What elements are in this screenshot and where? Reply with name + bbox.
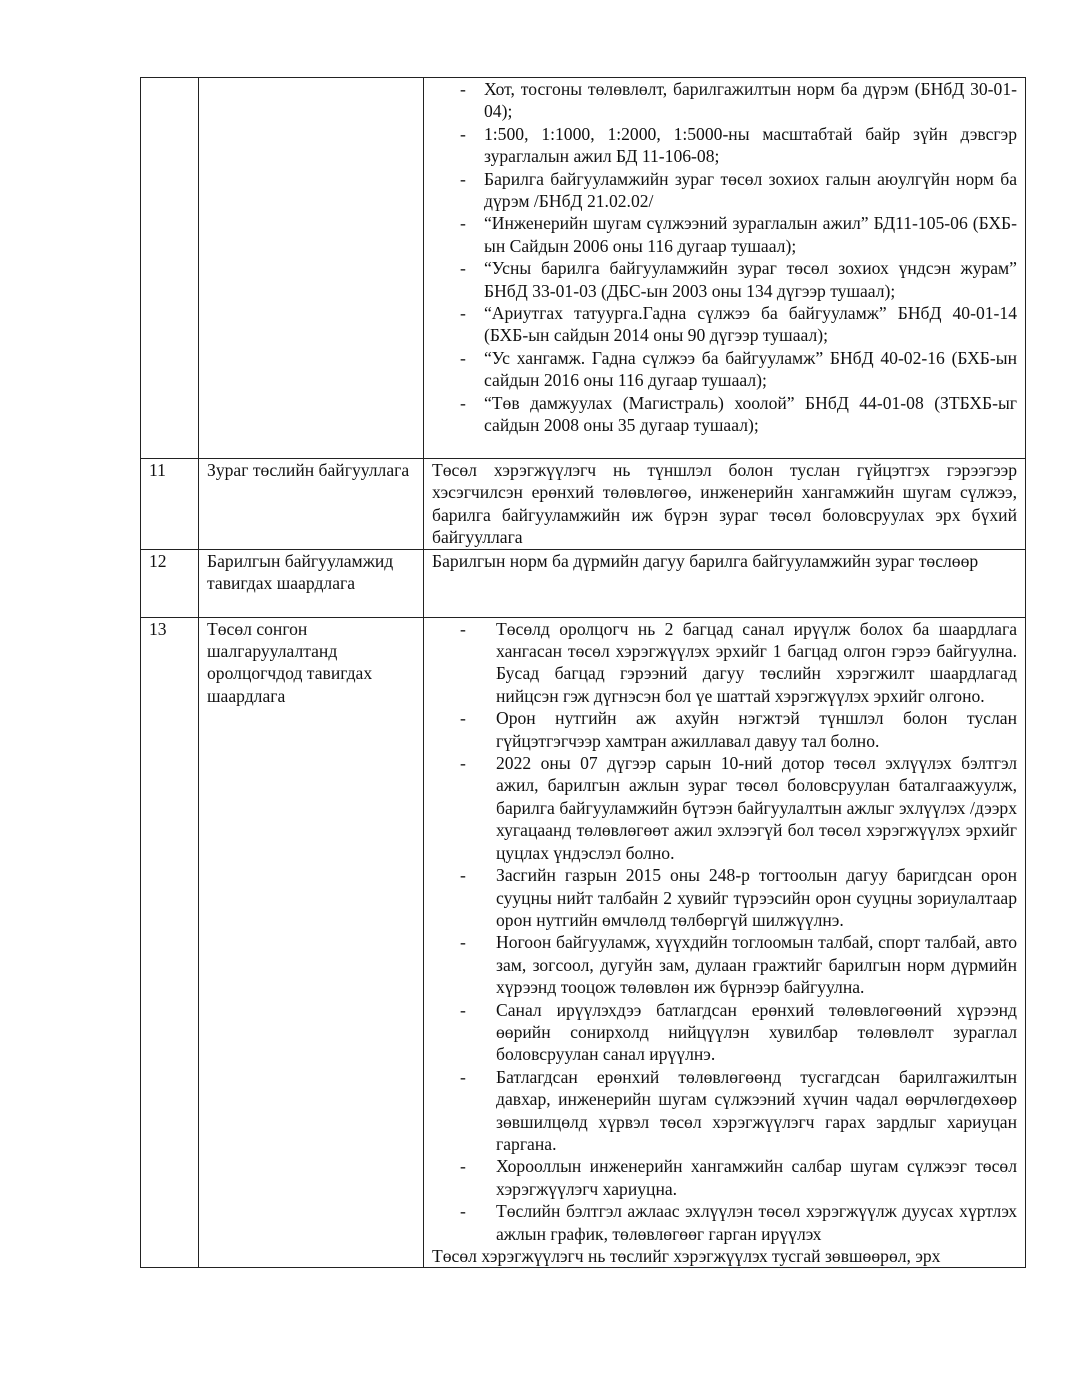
row-description-cell	[424, 549, 1026, 617]
list-item: - Төслийн бэлтгэл ажлаас эхлүүлэн төсөл хэрэгжүүлж дуусах хүртлэх ажлын график, төлөвлөгөөг гарган ирүүлэх	[460, 1201, 1017, 1244]
list-item: - “Ус хангамж. Гадна сүлжээ ба байгууламж” БНбД 40-02-16 (БХБ-ын сайдын 2016 оны 116 дугаар тушаал);	[460, 347, 1017, 391]
trailing-paragraph: Төсөл хэрэгжүүлэгч нь төслийг хэрэгжүүлэх тусгай зөвшөөрөл, эрх	[432, 1246, 941, 1266]
table-row	[141, 459, 1026, 550]
list-item: - Барилга байгууламжийн зураг төсөл зохиох галын аюулгүйн норм ба дүрэм /БНбД 21.02.02/	[460, 168, 1017, 212]
dash-bullet: -	[460, 123, 466, 144]
list-item: - “Усны барилга байгууламжийн зураг төсөл зохиох үндсэн журам” БНбД 33-01-03 (ДБС-ын 2003 оны 134 дүгээр тушаал);	[460, 258, 1017, 301]
row-name-cell: Барилгын байгууламжид тавигдах шаардлага	[199, 549, 424, 617]
dash-bullet: -	[460, 618, 466, 639]
list-item: - Төсөлд оролцогч нь 2 багцад санал ирүүлж болох ба шаардлага хангасан төсөл хэрэгжүүлэх эрхийг 1 багцад олгон гэрээ байгуулна. Бусад багцад гэрээний дагуу төслийн хэрэгжилт шаардлагад нийцсэн гэж дүгнэсэн бол үе шаттай хэрэгжүүлэх эрхийг олгоно.	[460, 618, 1017, 706]
list-item: - Батлагдсан ерөнхий төлөвлөгөөнд тусгагдсан барилгажилтын давхар, инженерийн шугам сүлжээний хүчин чадал өөрчлөгдөхөөр зөвшилцөлд хүрвэл төсөл хэрэгжүүлэгч гарах зардлыг хариуцан гаргана.	[460, 1066, 1017, 1154]
list-item: - “Инженерийн шугам сүлжээний зураглалын ажил” БД11-105-06 (БХБ-ын Сайдын 2006 оны 116 дугаар тушаал);	[460, 213, 1017, 256]
dash-bullet: -	[460, 1066, 466, 1087]
list-item: - Орон нутгийн аж ахуйн нэгжтэй түншлэл болон туслан гүйцэтгэгчээр хамтран ажиллавал давуу тал болно.	[460, 708, 1017, 751]
row-name-cell: Төсөл сонгон шалгаруулалтанд оролцогчдод тавигдах шаардлага	[199, 617, 424, 1268]
row-name-cell: Зураг төслийн байгууллага	[199, 459, 424, 550]
row-description-cell	[424, 78, 1026, 459]
requirements-table	[140, 77, 1026, 1268]
dash-bullet: -	[460, 753, 466, 774]
dash-bullet: -	[460, 932, 466, 953]
row-description-cell	[424, 617, 1026, 1268]
row-description-text: Төсөл хэрэгжүүлэгч нь түншлэл болон туслан гүйцэтгэх гэрээгээр хэсэгчилсэн ерөнхий төлөвлөгөө, инженерийн хангамжийн шугам сүлжээ, барилга байгууламжийн иж бүрэн зураг төсөл боловсруулах эрх бүхий байгууллага	[432, 460, 1017, 548]
list-item: - “Төв дамжуулах (Магистраль) хоолой” БНбД 44-01-08 (ЗТБХБ-ыг сайдын 2008 оны 35 дугаар тушаал);	[460, 392, 1017, 436]
participant-requirements-list	[432, 618, 1017, 1245]
list-item: - 1:500, 1:1000, 1:2000, 1:5000-ны масштабтай байр зүйн дэвсгэр зураглалын ажил БД 11-106-08;	[460, 123, 1017, 167]
list-item: - Ногоон байгууламж, хүүхдийн тоглоомын талбай, спорт талбай, авто зам, зогсоол, дугуйн зам, дулаан гражтийг барилгын норм дүрмийн хүрээнд тооцож төлөвлөн иж бүрнээр байгуулна.	[460, 932, 1017, 998]
list-item: - “Ариутгах татуурга.Гадна сүлжээ ба байгууламж” БНбД 40-01-14 (БХБ-ын сайдын 2014 оны 90 дүгээр тушаал);	[460, 303, 1017, 346]
dash-bullet: -	[460, 1201, 466, 1222]
dash-bullet: -	[460, 865, 466, 886]
standards-list	[432, 78, 1017, 437]
list-item: - 2022 оны 07 дүгээр сарын 10-ний дотор төсөл эхлүүлэх бэлтгэл ажил, барилгын ажлын зураг төсөл боловсруулан баталгаажуулж, барилга байгууламжийн бүтээн байгуулалтын ажлыг эхлүүлэх /дээрх хугацаанд төлөвлөгөөт ажил эхлээгүй бол төсөл хэрэгжүүлэх эрхийг цуцлах үндэслэл болно.	[460, 753, 1017, 863]
row-number-cell: 12	[141, 549, 199, 617]
list-item: - Санал ирүүлэхдээ батлагдсан ерөнхий төлөвлөгөөний хүрээнд өөрийн сонирхолд нийцүүлэн хувилбар төлөвлөлт зураглал боловсруулан санал ирүүлнэ.	[460, 999, 1017, 1065]
dash-bullet: -	[460, 708, 466, 729]
dash-bullet: -	[460, 213, 466, 234]
dash-bullet: -	[460, 168, 466, 189]
list-item: - Хот, тосгоны төлөвлөлт, барилгажилтын норм ба дүрэм (БНбД 30-01-04);	[460, 79, 1017, 122]
dash-bullet: -	[460, 303, 466, 324]
dash-bullet: -	[460, 258, 466, 279]
row-description-cell	[424, 459, 1026, 550]
list-item: - Хорооллын инженерийн хангамжийн салбар шугам сүлжээг төсөл хэрэгжүүлэгч хариуцна.	[460, 1156, 1017, 1199]
row-number-cell	[141, 78, 199, 459]
row-name-cell	[199, 78, 424, 459]
row-number-cell: 11	[141, 459, 199, 550]
list-item: - Засгийн газрын 2015 оны 248-р тогтоолын дагуу баригдсан орон сууцны нийт талбайн 2 хувийг түрээсийн орон сууцны зориулалтаар орон нутгийн өмчлөлд төлбөргүй шилжүүлнэ.	[460, 865, 1017, 930]
dash-bullet: -	[460, 347, 466, 368]
dash-bullet: -	[460, 79, 466, 99]
dash-bullet: -	[460, 999, 466, 1020]
table-row	[141, 617, 1026, 1268]
table-row	[141, 78, 1026, 459]
dash-bullet: -	[460, 392, 466, 413]
table-row	[141, 549, 1026, 617]
dash-bullet: -	[460, 1156, 466, 1177]
row-number-cell: 13	[141, 617, 199, 1268]
row-description-text: Барилгын норм ба дүрмийн дагуу барилга байгууламжийн зураг төслөөр	[432, 550, 979, 571]
